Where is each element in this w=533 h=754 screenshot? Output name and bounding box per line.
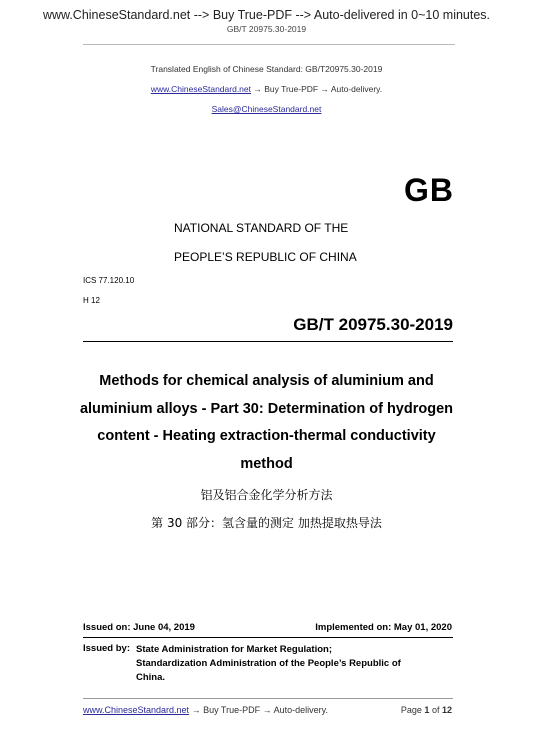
site-link[interactable]: www.ChineseStandard.net [150, 84, 251, 94]
issued-date: Issued on: June 04, 2019 [83, 622, 195, 633]
code-divider [83, 341, 453, 342]
implemented-date: Implemented on: May 01, 2020 [315, 622, 452, 633]
banner-standard-code: GB/T 20975.30-2019 [226, 24, 307, 34]
site-line [0, 84, 533, 94]
issued-by-line1: State Administration for Market Regulation; [136, 644, 332, 655]
email-line [0, 104, 533, 114]
title-line1: Methods for chemical analysis of aluminium and [99, 373, 434, 389]
h-code: H 12 [83, 296, 100, 305]
national-standard-line2: PEOPLE’S REPUBLIC OF CHINA [174, 250, 357, 264]
top-banner: www.ChineseStandard.net --> Buy True-PDF --> Auto-delivered in 0~10 minutes. [42, 8, 491, 22]
issued-by-label: Issued by: [83, 643, 130, 654]
footer-divider [83, 698, 453, 699]
page-label: Page [400, 705, 422, 715]
translated-note: Translated English of Chinese Standard: GB/T20975.30-2019 [150, 64, 383, 74]
ics-code: ICS 77.120.10 [83, 276, 135, 285]
dates-divider [83, 637, 453, 638]
footer-site-tail: → Buy True-PDF → Auto-delivery. [189, 705, 328, 715]
of-label: of [431, 705, 440, 715]
standard-code: GB/T 20975.30-2019 [293, 315, 453, 334]
top-divider [83, 44, 455, 45]
gb-logo: GB [404, 172, 454, 208]
document-title [60, 368, 473, 478]
email-link[interactable]: Sales@ChineseStandard.net [211, 104, 322, 114]
issued-by-body [136, 643, 401, 685]
title-line2: aluminium alloys - Part 30: Determination of hydrogen [79, 400, 454, 417]
site-line-tail: → Buy True-PDF → Auto-delivery. [251, 84, 383, 94]
issued-by-line3: China. [136, 672, 166, 683]
page-indicator [401, 705, 452, 715]
title-line4: method [240, 455, 293, 472]
page-total: 12 [441, 705, 452, 715]
title-line3: content - Heating extraction-thermal conductivity [97, 428, 436, 444]
footer-site-link[interactable]: www.ChineseStandard.net [83, 705, 190, 715]
page-number: 1 [424, 705, 430, 715]
footer-site-line [83, 705, 328, 715]
national-standard-line1: NATIONAL STANDARD OF THE [174, 221, 349, 235]
issued-by-line2: Standardization Administration of the People’s Republic of [136, 658, 401, 669]
chinese-title-line2: 第 30 部分：氢含量的测定 加热提取热导法 [151, 516, 382, 530]
chinese-title-line1: 铝及铝合金化学分析方法 [200, 488, 333, 502]
